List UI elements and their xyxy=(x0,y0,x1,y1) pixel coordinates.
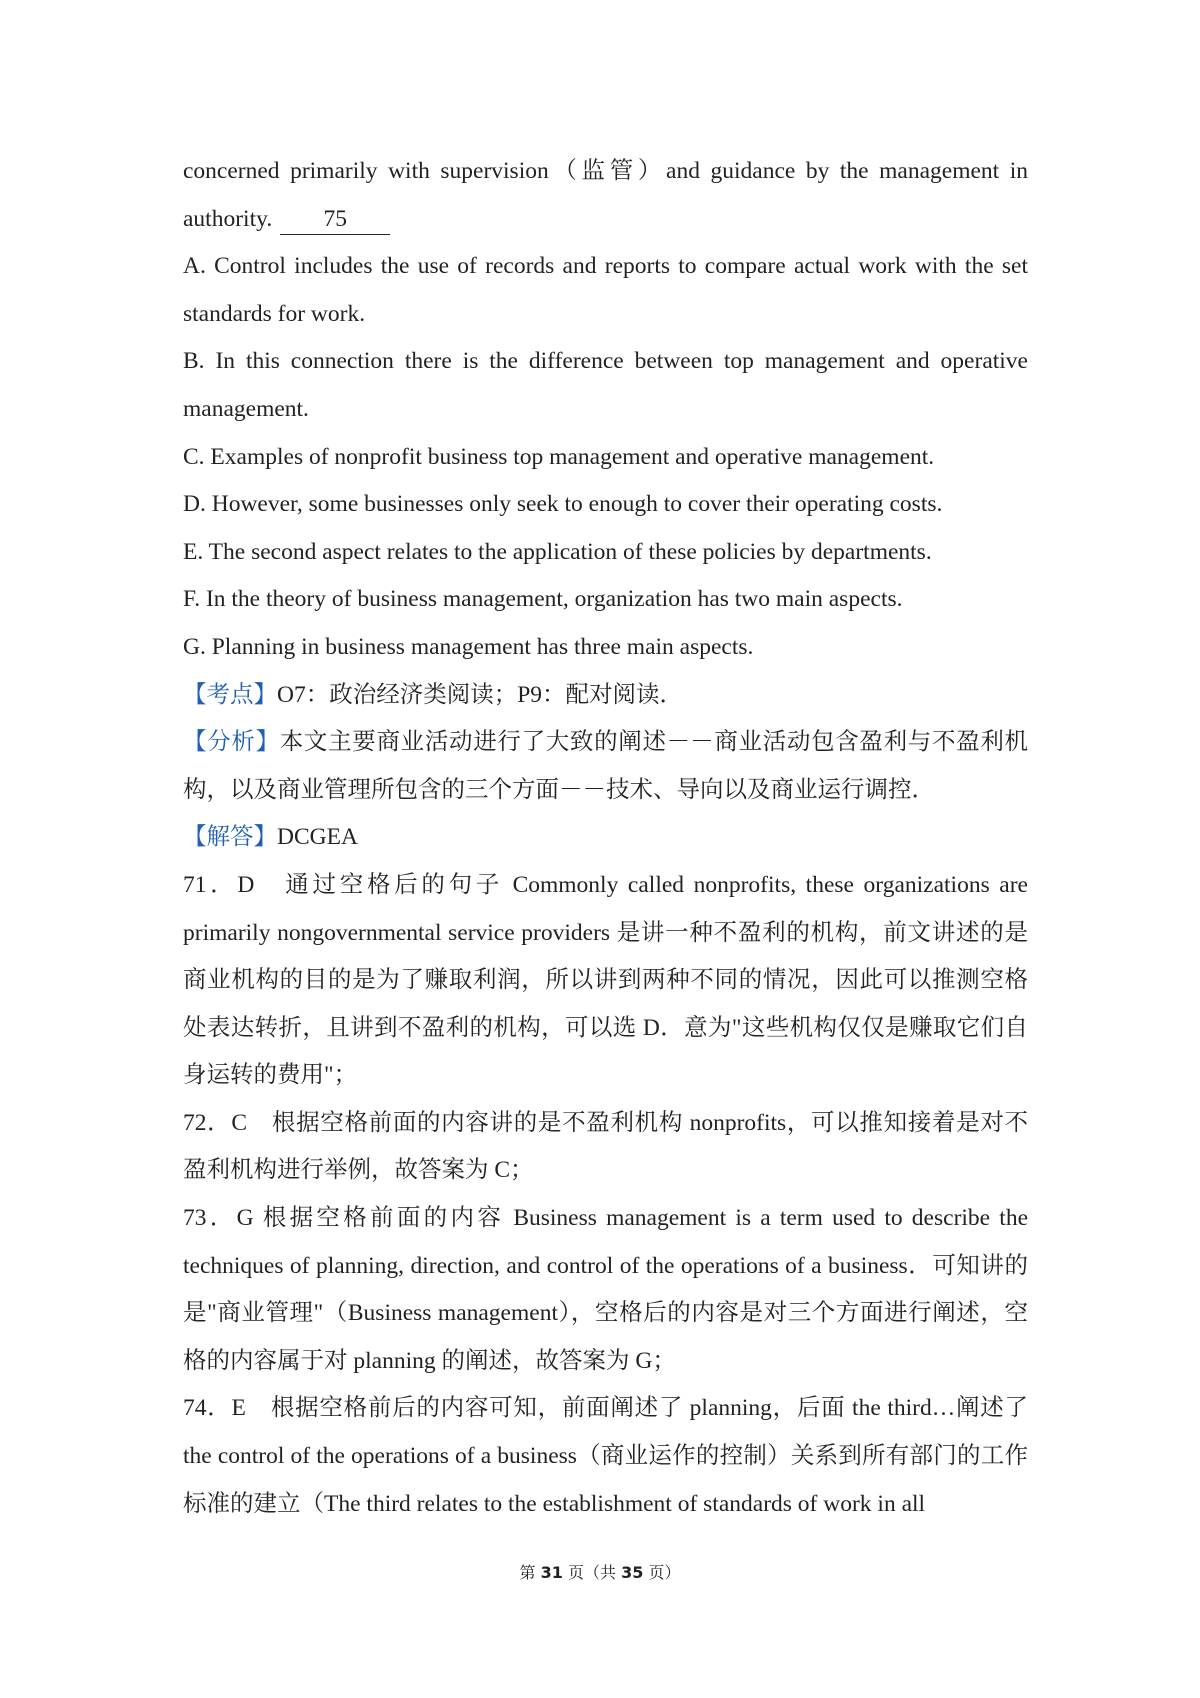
option-f: F. In the theory of business management, organization has two main aspects. xyxy=(183,586,903,613)
footer-prefix: 第 xyxy=(519,1563,541,1582)
page-footer xyxy=(0,1560,1200,1583)
options-list xyxy=(183,243,1028,671)
page-number: 31 xyxy=(540,1563,563,1582)
jieda-section xyxy=(183,814,1028,862)
fenxi-text: 本文主要商业活动进行了大致的阐述－－商业活动包含盈利与不盈利机构，以及商业管理所包含的三个方面－－技术、导向以及商业运行调控． xyxy=(183,729,1029,803)
blank-75: 75 xyxy=(280,204,390,235)
answer-74: 74．E 根据空格前后的内容可知，前面阐述了 planning，后面 the third…阐述了 the control of the operations of a business（商业运作的控制）关系到所有部门的工作标准的建立（The third relates to the establishment of standards of work in all xyxy=(183,1395,1028,1517)
passage-fragment xyxy=(183,148,1028,243)
option-e: E. The second aspect relates to the application of these policies by departments. xyxy=(183,538,932,565)
option-a: A. Control includes the use of records and reports to compare actual work with the set standards for work. xyxy=(183,253,1028,327)
option-g: G. Planning in business management has three main aspects. xyxy=(183,633,754,660)
answer-71: 71．D 通过空格后的句子 Commonly called nonprofits, these organizations are primarily nongovernmental service providers 是讲一种不盈利的机构，前文讲述的是商业机构的目的是为了赚取利润，所以讲到两种不同的情况，因此可以推测空格处表达转折，且讲到不盈利的机构，可以选 D．意为"这些机构仅仅是赚取它们自身运转的费用"； xyxy=(183,871,1028,1089)
page-content xyxy=(183,148,1028,1528)
fenxi-section xyxy=(183,719,1028,814)
answer-73: 73．G 根据空格前面的内容 Business management is a term used to describe the techniques of planning, direction, and control of the operations of a business．可知讲的是"商业管理"（Business management），空格后的内容是对三个方面进行阐述，空格的内容属于对 planning 的阐述，故答案为 G； xyxy=(183,1205,1028,1374)
kaodian-text: O7：政治经济类阅读；P9：配对阅读． xyxy=(277,681,684,708)
option-b: B. In this connection there is the difference between top management and operative management. xyxy=(183,348,1028,422)
answer-explanations xyxy=(183,862,1028,1528)
footer-middle: 页（共 xyxy=(562,1563,622,1582)
total-pages: 35 xyxy=(621,1563,644,1582)
jieda-label: 【解答】 xyxy=(183,824,277,851)
jieda-text: DCGEA xyxy=(277,824,358,851)
kaodian-section xyxy=(183,672,1028,720)
option-c: C. Examples of nonprofit business top management and operative management. xyxy=(183,443,935,470)
kaodian-label: 【考点】 xyxy=(183,681,277,708)
footer-suffix: 页） xyxy=(643,1563,681,1582)
option-d: D. However, some businesses only seek to enough to cover their operating costs. xyxy=(183,491,943,518)
answer-72: 72．C 根据空格前面的内容讲的是不盈利机构 nonprofits，可以推知接着是对不盈利机构进行举例，故答案为 C； xyxy=(183,1109,1028,1184)
passage-text: concerned primarily with supervision（监管）and guidance by the management in authority. xyxy=(183,158,1028,232)
fenxi-label: 【分析】 xyxy=(183,729,280,756)
